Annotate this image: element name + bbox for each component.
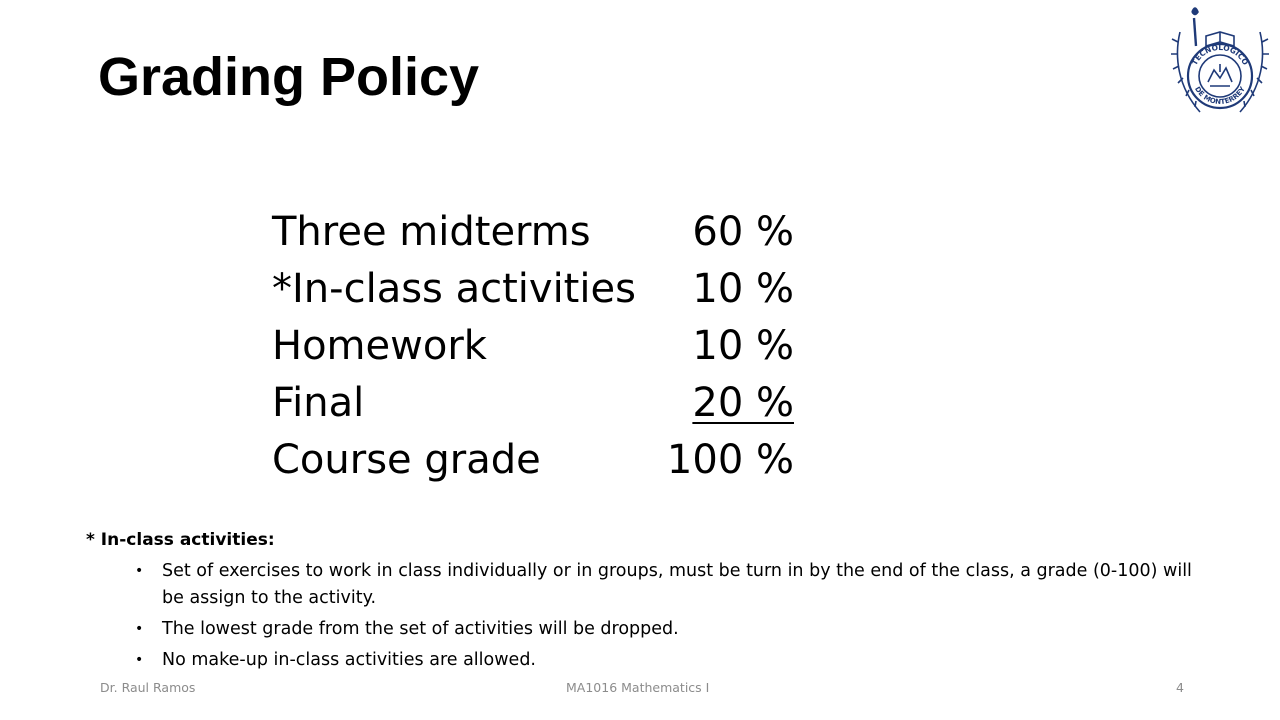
- bullet-icon: •: [135, 652, 144, 668]
- grading-total-percent: 100 %: [666, 437, 794, 483]
- slide-title: Grading Policy: [98, 47, 480, 107]
- bullet-icon: •: [135, 621, 144, 637]
- logo-text-top: TECNOLOGICO: [1189, 42, 1251, 67]
- notes-bullet-item: [135, 647, 1216, 674]
- bullet-icon: •: [135, 563, 144, 579]
- grading-item-label: Homework: [272, 323, 487, 369]
- footer-author: Dr. Raul Ramos: [100, 680, 196, 695]
- grading-item-percent: 10 %: [692, 323, 794, 369]
- logo-text-bottom: DE MONTERREY: [1193, 85, 1247, 107]
- grading-item-percent: 10 %: [692, 266, 794, 312]
- tecnologico-de-monterrey-seal-icon: [1170, 2, 1270, 124]
- grading-item-label: Final: [272, 380, 365, 426]
- footer-course: MA1016 Mathematics I: [566, 680, 710, 695]
- institution-logo: [1170, 2, 1270, 124]
- notes-heading: * In-class activities:: [86, 530, 275, 550]
- notes-bullet-item: [135, 616, 1216, 643]
- notes-bullet-text: Set of exercises to work in class individually or in groups, must be turn in by the end of the class, a grade (0-100) will be assign to the activity.: [162, 561, 1192, 608]
- grading-item-label: Three midterms: [272, 209, 591, 255]
- grading-item-percent: 20 %: [692, 380, 794, 426]
- notes-list: [86, 558, 1216, 674]
- grading-item-label: *In-class activities: [272, 266, 636, 312]
- notes-bullet-text: No make-up in-class activities are allowed.: [162, 650, 536, 670]
- footer-page-number: 4: [1176, 680, 1184, 695]
- in-class-activities-notes: [86, 528, 1216, 678]
- grading-item-percent: 60 %: [692, 209, 794, 255]
- notes-bullet-item: [135, 558, 1216, 612]
- grading-total-label: Course grade: [272, 437, 541, 483]
- notes-bullet-text: The lowest grade from the set of activities will be dropped.: [162, 619, 679, 639]
